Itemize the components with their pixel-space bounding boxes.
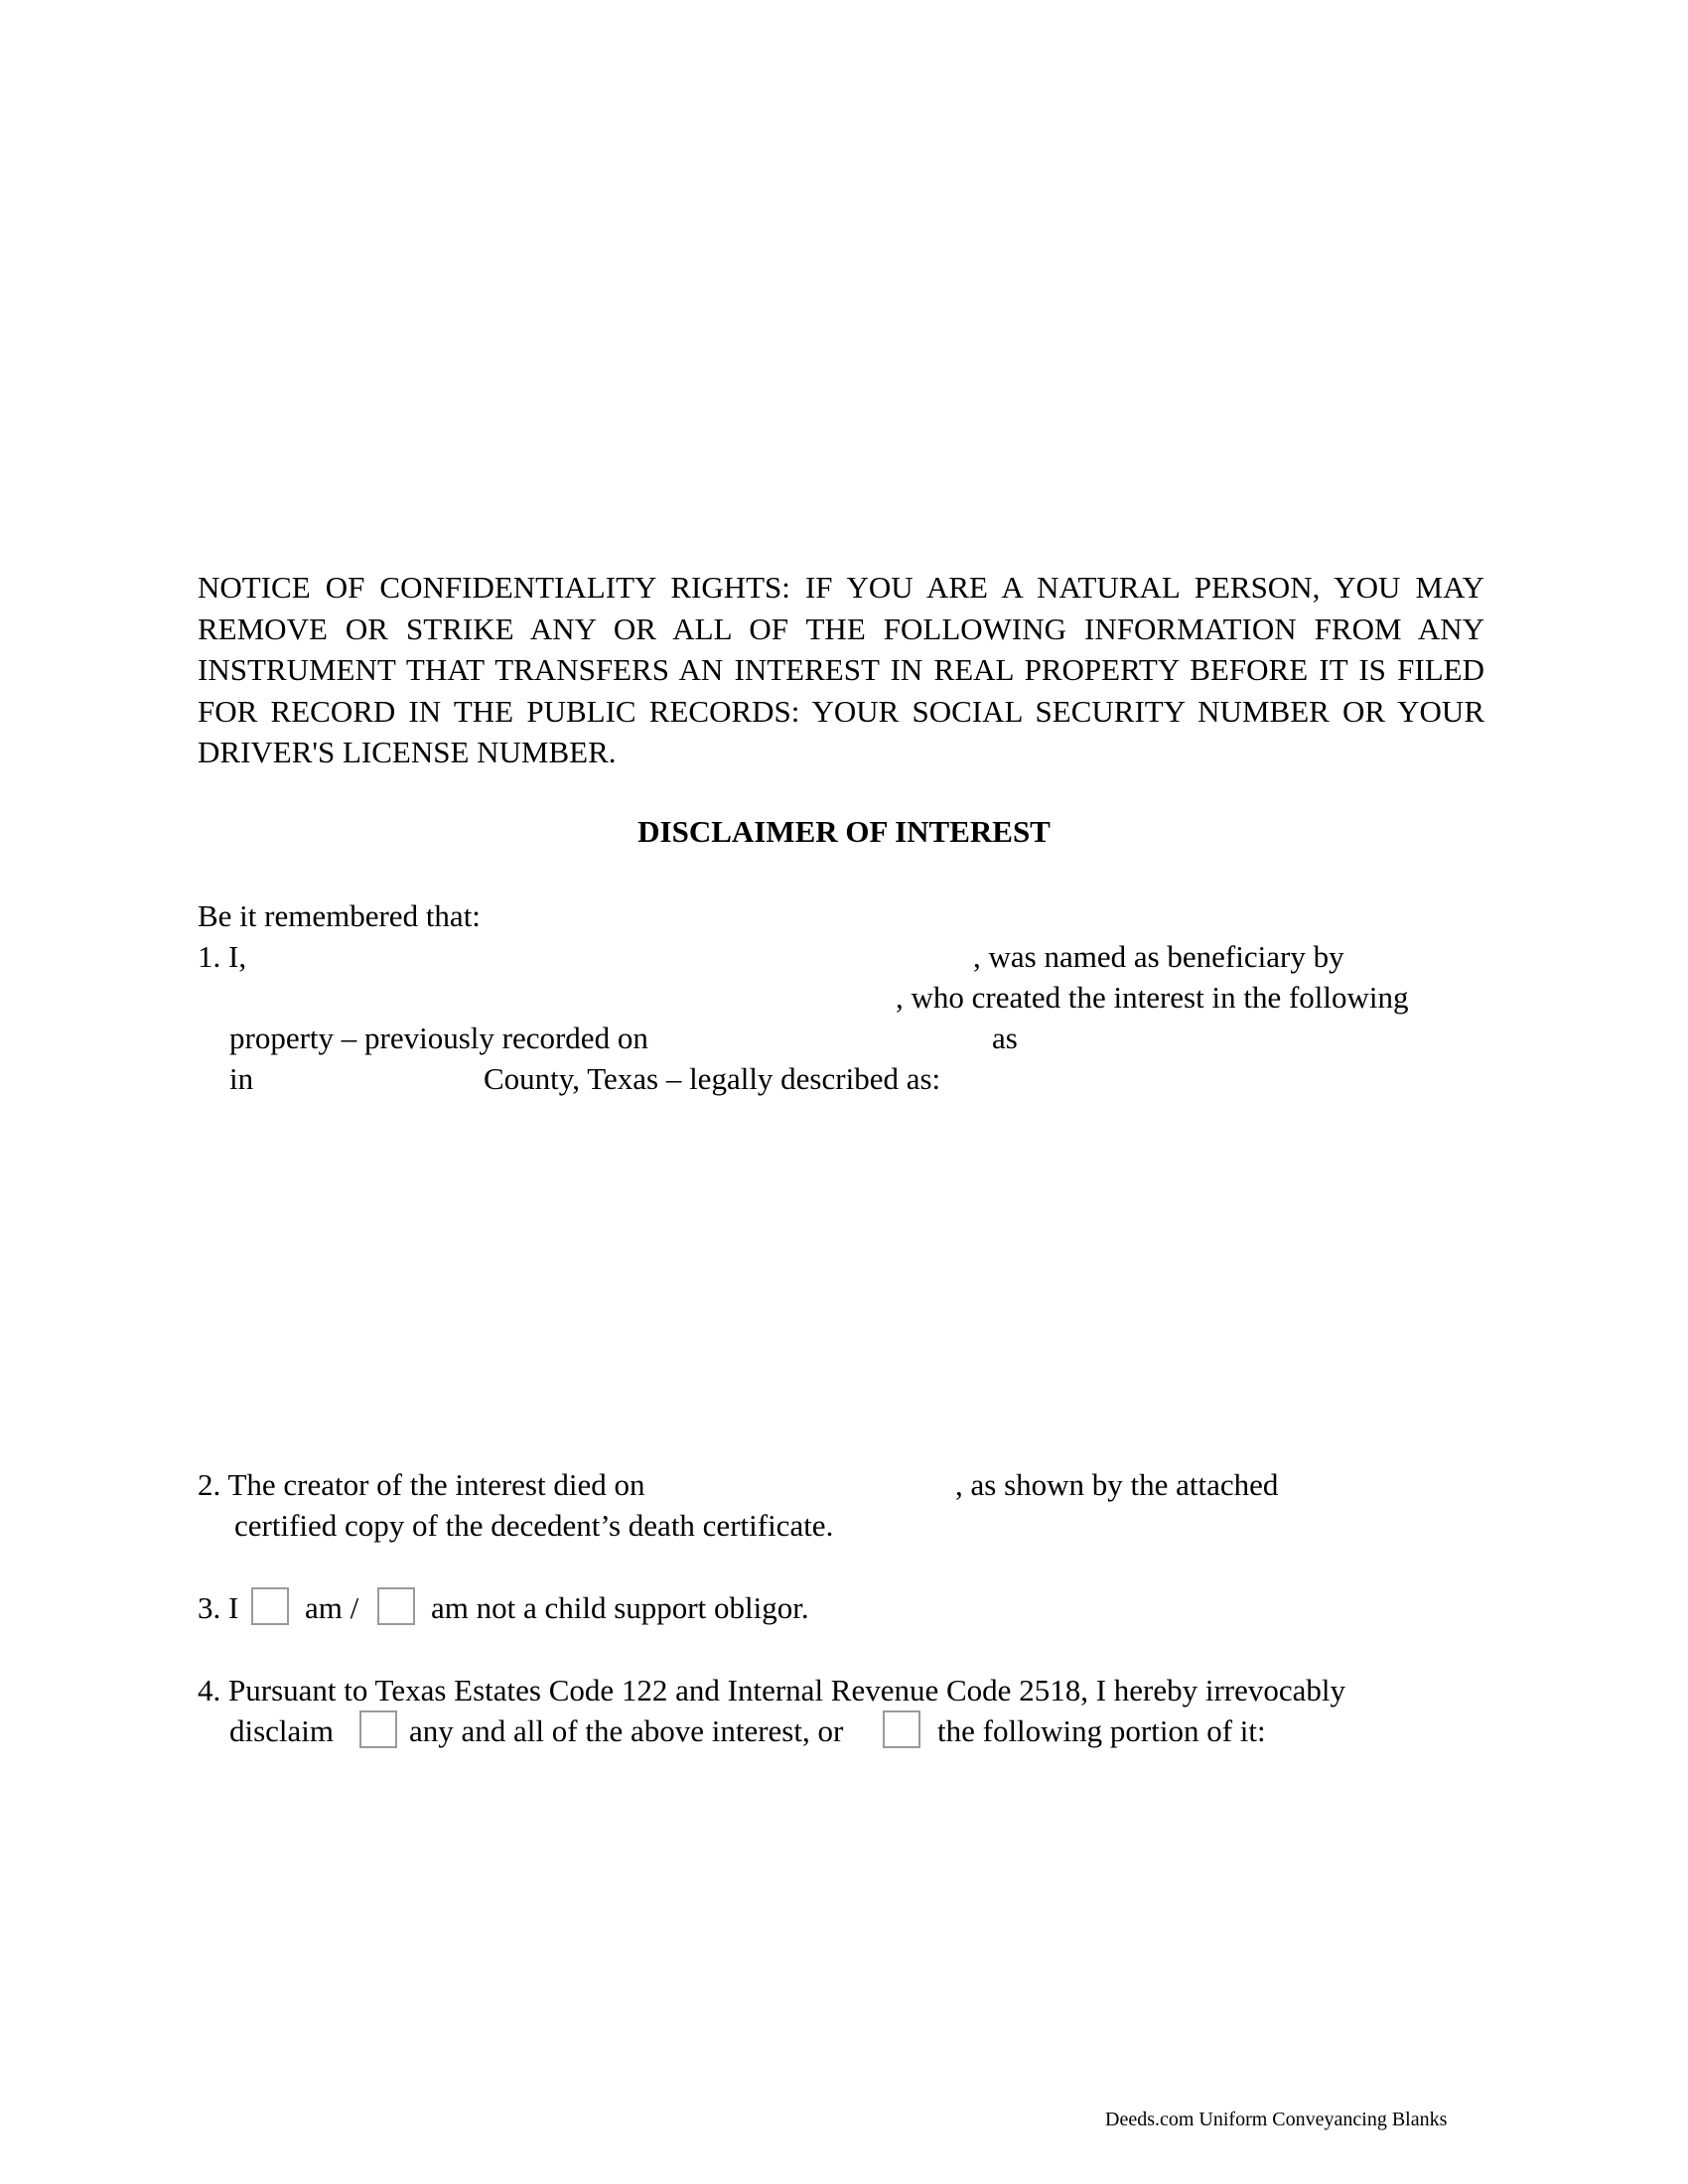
item4-line1: 4. Pursuant to Texas Estates Code 122 and Internal Revenue Code 2518, I hereby irrevocably [198,1673,1346,1707]
item1-named-text: , was named as beneficiary by [973,939,1344,974]
item4-portion-text: the following portion of it: [937,1713,1266,1748]
footer-text: Deeds.com Uniform Conveyancing Blanks [1105,2109,1448,2130]
am-not-checkbox[interactable] [377,1587,415,1625]
item3-prefix: 3. I [198,1590,239,1625]
item1-county-text: County, Texas – legally described as: [484,1061,941,1096]
item3-am-not-text: am not a child support obligor. [431,1590,809,1625]
disclaim-portion-checkbox[interactable] [883,1710,920,1748]
document-title: DISCLAIMER OF INTEREST [637,814,1051,849]
item1-property-text: property – previously recorded on [229,1021,648,1055]
item1-created-text: , who created the interest in the following [896,980,1409,1015]
item2-line1: 2. The creator of the interest died on [198,1467,645,1502]
item2-line1-end: , as shown by the attached [955,1467,1279,1502]
item1-prefix: 1. I, [198,939,247,974]
intro-text: Be it remembered that: [198,898,481,933]
item2-line2: certified copy of the decedent’s death certificate. [234,1508,834,1543]
disclaim-all-checkbox[interactable] [359,1710,397,1748]
confidentiality-notice: NOTICE OF CONFIDENTIALITY RIGHTS: IF YOU ARE A NATURAL PERSON, YOU MAY REMOVE OR STRIKE ANY OR ALL OF THE FOLLOWING INFORMATION FROM ANY INSTRUMENT THAT TRANSFERS AN INTEREST IN REAL PROPERTY BEFORE IT IS FILED FOR RECORD IN THE PUBLIC RECORDS: YOUR SOCIAL SECURITY NUMBER OR YOUR DRIVER'S LICENSE NUMBER. [198,570,1484,769]
item1-as-text: as [992,1021,1018,1055]
item3-am-text: am / [305,1590,359,1625]
item4-disclaim-text: disclaim [229,1713,335,1748]
item4-any-all-text: any and all of the above interest, or [409,1713,844,1748]
am-checkbox[interactable] [251,1587,289,1625]
item1-in-text: in [229,1061,254,1096]
